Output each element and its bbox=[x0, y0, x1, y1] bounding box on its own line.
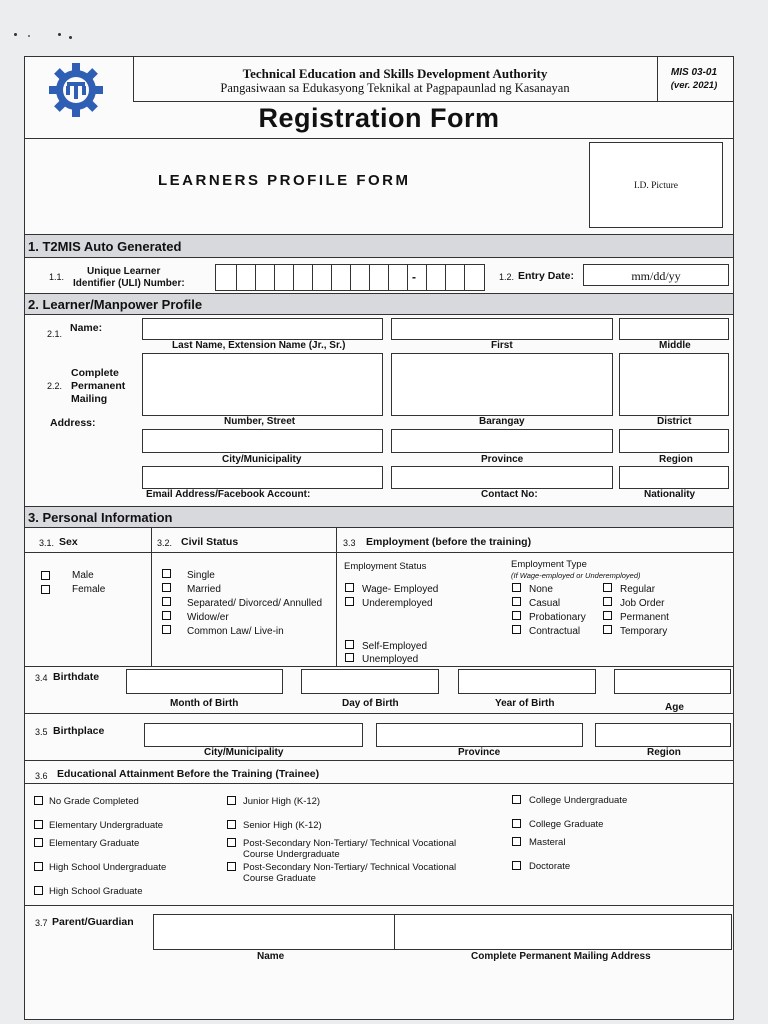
employment-status-label: Employment Status bbox=[344, 561, 427, 572]
province-input[interactable] bbox=[391, 429, 613, 453]
birth-year-input[interactable] bbox=[458, 669, 596, 694]
wage-employed-checkbox[interactable] bbox=[345, 583, 354, 592]
parent-guardian-label: Parent/Guardian bbox=[52, 916, 134, 928]
scan-speck bbox=[58, 33, 61, 36]
birthplace-index: 3.5 bbox=[35, 727, 48, 737]
wage-employed-option-label: Wage- Employed bbox=[362, 584, 439, 595]
hs-grad-label: High School Graduate bbox=[49, 886, 143, 897]
address-label-line2: Permanent bbox=[71, 380, 126, 392]
scan-speck bbox=[28, 35, 30, 37]
email-caption: Email Address/Facebook Account: bbox=[146, 489, 311, 500]
postsec-undergrad-label-1: Post-Secondary Non-Tertiary/ Technical Vocational bbox=[243, 838, 457, 849]
hs-grad-checkbox[interactable] bbox=[34, 886, 43, 895]
employment-type-label: Employment Type bbox=[511, 559, 587, 570]
married-option-label: Married bbox=[187, 584, 221, 595]
birth-year-caption: Year of Birth bbox=[495, 698, 555, 709]
single-checkbox[interactable] bbox=[162, 569, 171, 578]
college-grad-checkbox[interactable] bbox=[512, 819, 521, 828]
entry-date-label: Entry Date: bbox=[518, 270, 575, 282]
postsec-grad-label-2: Course Graduate bbox=[243, 873, 316, 884]
education-index: 3.6 bbox=[35, 771, 48, 781]
birth-month-input[interactable] bbox=[126, 669, 283, 694]
birthplace-province-input[interactable] bbox=[376, 723, 583, 747]
unemployed-option-label: Unemployed bbox=[362, 654, 419, 665]
sex-index: 3.1. bbox=[39, 538, 55, 548]
college-grad-label: College Graduate bbox=[529, 819, 604, 830]
section-1-header: 1. T2MIS Auto Generated bbox=[25, 234, 733, 258]
doctorate-label: Doctorate bbox=[529, 861, 571, 872]
address-index: 2.2. bbox=[47, 381, 63, 391]
barangay-input[interactable] bbox=[391, 353, 613, 416]
type-contractual-checkbox[interactable] bbox=[512, 625, 521, 634]
city-caption: City/Municipality bbox=[222, 454, 302, 465]
region-input[interactable] bbox=[619, 429, 729, 453]
separated-option-label: Separated/ Divorced/ Annulled bbox=[187, 598, 323, 609]
contact-caption: Contact No: bbox=[481, 489, 538, 500]
senior-high-label: Senior High (K-12) bbox=[243, 820, 322, 831]
scan-speck bbox=[69, 36, 72, 39]
elem-undergrad-label: Elementary Undergraduate bbox=[49, 820, 164, 831]
first-name-input[interactable] bbox=[391, 318, 613, 340]
postsec-grad-label-1: Post-Secondary Non-Tertiary/ Technical Vocational bbox=[243, 862, 457, 873]
employment-index: 3.3 bbox=[343, 538, 356, 548]
parent-guardian-name-input[interactable] bbox=[153, 914, 395, 950]
birth-day-caption: Day of Birth bbox=[342, 698, 399, 709]
agency-name-tagalog: Pangasiwaan sa Edukasyong Teknikal at Pagpapaunlad ng Kasanayan bbox=[220, 81, 570, 95]
street-caption: Number, Street bbox=[224, 416, 296, 427]
province-caption: Province bbox=[481, 454, 524, 465]
common-law-checkbox[interactable] bbox=[162, 625, 171, 634]
birthplace-label: Birthplace bbox=[53, 725, 105, 737]
id-picture-label: I.D. Picture bbox=[633, 181, 679, 191]
type-casual-label: Casual bbox=[529, 598, 561, 609]
male-option-label: Male bbox=[72, 570, 94, 581]
name-index: 2.1. bbox=[47, 329, 63, 339]
widow-option-label: Widow/er bbox=[187, 612, 229, 623]
parent-guardian-index: 3.7 bbox=[35, 918, 48, 928]
first-name-caption: First bbox=[491, 340, 513, 351]
email-input[interactable] bbox=[142, 466, 383, 489]
sex-label: Sex bbox=[59, 536, 78, 548]
postsec-grad-checkbox[interactable] bbox=[227, 862, 236, 871]
registration-form-page bbox=[24, 56, 734, 1020]
no-grade-label: No Grade Completed bbox=[49, 796, 139, 807]
postsec-undergrad-checkbox[interactable] bbox=[227, 838, 236, 847]
uli-number-index: 1.1. bbox=[49, 272, 65, 282]
type-temporary-checkbox[interactable] bbox=[603, 625, 612, 634]
married-checkbox[interactable] bbox=[162, 583, 171, 592]
type-job-order-checkbox[interactable] bbox=[603, 597, 612, 606]
form-version: (ver. 2021) bbox=[670, 80, 718, 91]
section-2-header: 2. Learner/Manpower Profile bbox=[25, 293, 733, 315]
type-regular-checkbox[interactable] bbox=[603, 583, 612, 592]
middle-name-input[interactable] bbox=[619, 318, 729, 340]
last-name-caption: Last Name, Extension Name (Jr., Sr.) bbox=[172, 340, 346, 351]
type-probationary-label: Probationary bbox=[529, 612, 586, 623]
district-caption: District bbox=[657, 416, 692, 427]
age-caption: Age bbox=[665, 702, 684, 713]
uli-label-line2: Identifier (ULI) Number: bbox=[73, 278, 185, 289]
street-input[interactable] bbox=[142, 353, 383, 416]
section-3-header: 3. Personal Information bbox=[25, 506, 733, 528]
employment-type-note: (If Wage-employed or Underemployed) bbox=[511, 571, 641, 580]
self-employed-checkbox[interactable] bbox=[345, 640, 354, 649]
id-picture-box[interactable] bbox=[589, 142, 723, 228]
birthplace-city-caption: City/Municipality bbox=[204, 747, 284, 758]
middle-name-caption: Middle bbox=[659, 340, 691, 351]
entry-date-index: 1.2. bbox=[499, 272, 515, 282]
entry-date-value: mm/dd/yy bbox=[631, 269, 681, 283]
type-permanent-label: Permanent bbox=[620, 612, 669, 623]
scan-speck bbox=[14, 33, 17, 36]
separated-checkbox[interactable] bbox=[162, 597, 171, 606]
barangay-caption: Barangay bbox=[479, 416, 525, 427]
last-name-input[interactable] bbox=[142, 318, 383, 340]
nationality-input[interactable] bbox=[619, 466, 729, 489]
elem-undergrad-checkbox[interactable] bbox=[34, 820, 43, 829]
elem-grad-label: Elementary Graduate bbox=[49, 838, 140, 849]
hs-undergrad-checkbox[interactable] bbox=[34, 862, 43, 871]
parent-guardian-name-caption: Name bbox=[257, 951, 285, 962]
elem-grad-checkbox[interactable] bbox=[34, 838, 43, 847]
college-undergrad-label: College Undergraduate bbox=[529, 795, 628, 806]
widow-checkbox[interactable] bbox=[162, 611, 171, 620]
birthplace-region-caption: Region bbox=[647, 747, 681, 758]
type-contractual-label: Contractual bbox=[529, 626, 581, 637]
birth-month-caption: Month of Birth bbox=[170, 698, 239, 709]
address-label-line3: Mailing bbox=[71, 393, 108, 405]
type-casual-checkbox[interactable] bbox=[512, 597, 521, 606]
civil-status-label: Civil Status bbox=[181, 536, 239, 548]
type-regular-label: Regular bbox=[620, 584, 656, 595]
birthplace-province-caption: Province bbox=[458, 747, 501, 758]
education-label: Educational Attainment Before the Training (Trainee) bbox=[57, 768, 320, 780]
junior-high-checkbox[interactable] bbox=[227, 796, 236, 805]
type-none-checkbox[interactable] bbox=[512, 583, 521, 592]
no-grade-checkbox[interactable] bbox=[34, 796, 43, 805]
birthdate-index: 3.4 bbox=[35, 673, 48, 683]
contact-input[interactable] bbox=[391, 466, 613, 489]
city-input[interactable] bbox=[142, 429, 383, 453]
type-job-order-label: Job Order bbox=[620, 598, 665, 609]
entry-date-field[interactable] bbox=[583, 264, 729, 286]
uli-dash: - bbox=[412, 270, 416, 284]
birthplace-city-input[interactable] bbox=[144, 723, 363, 747]
college-undergrad-checkbox[interactable] bbox=[512, 795, 521, 804]
name-label: Name: bbox=[70, 322, 103, 334]
agency-name: Technical Education and Skills Development Authority bbox=[242, 66, 548, 81]
common-law-option-label: Common Law/ Live-in bbox=[187, 626, 284, 637]
female-checkbox[interactable] bbox=[41, 585, 50, 594]
underemployed-checkbox[interactable] bbox=[345, 597, 354, 606]
single-option-label: Single bbox=[187, 570, 215, 581]
parent-guardian-address-caption: Complete Permanent Mailing Address bbox=[471, 951, 651, 962]
female-option-label: Female bbox=[72, 584, 106, 595]
birth-day-input[interactable] bbox=[301, 669, 439, 694]
parent-guardian-address-input[interactable] bbox=[394, 914, 732, 950]
form-subtitle: LEARNERS PROFILE FORM bbox=[158, 172, 411, 189]
employment-label: Employment (before the training) bbox=[366, 536, 532, 548]
uli-label-line1: Unique Learner bbox=[87, 266, 161, 277]
age-input[interactable] bbox=[614, 669, 731, 694]
type-permanent-checkbox[interactable] bbox=[603, 611, 612, 620]
type-none-label: None bbox=[529, 584, 553, 595]
type-temporary-label: Temporary bbox=[620, 626, 668, 637]
nationality-caption: Nationality bbox=[644, 489, 696, 500]
civil-status-index: 3.2. bbox=[157, 538, 173, 548]
type-probationary-checkbox[interactable] bbox=[512, 611, 521, 620]
uli-number-field[interactable] bbox=[215, 264, 485, 291]
address-label-line1: Complete bbox=[71, 367, 119, 379]
birthdate-label: Birthdate bbox=[53, 671, 100, 683]
self-employed-option-label: Self-Employed bbox=[362, 641, 428, 652]
underemployed-option-label: Underemployed bbox=[362, 598, 433, 609]
region-caption: Region bbox=[659, 454, 693, 465]
hs-undergrad-label: High School Undergraduate bbox=[49, 862, 167, 873]
district-input[interactable] bbox=[619, 353, 729, 416]
masteral-checkbox[interactable] bbox=[512, 837, 521, 846]
address-label-line4: Address: bbox=[50, 417, 96, 429]
form-title: Registration Form bbox=[258, 103, 500, 133]
masteral-label: Masteral bbox=[529, 837, 566, 848]
birthplace-region-input[interactable] bbox=[595, 723, 731, 747]
doctorate-checkbox[interactable] bbox=[512, 861, 521, 870]
male-checkbox[interactable] bbox=[41, 571, 50, 580]
unemployed-checkbox[interactable] bbox=[345, 653, 354, 662]
senior-high-checkbox[interactable] bbox=[227, 820, 236, 829]
junior-high-label: Junior High (K-12) bbox=[243, 796, 321, 807]
form-code: MIS 03-01 bbox=[670, 67, 718, 78]
postsec-undergrad-label-2: Course Undergraduate bbox=[243, 849, 340, 860]
